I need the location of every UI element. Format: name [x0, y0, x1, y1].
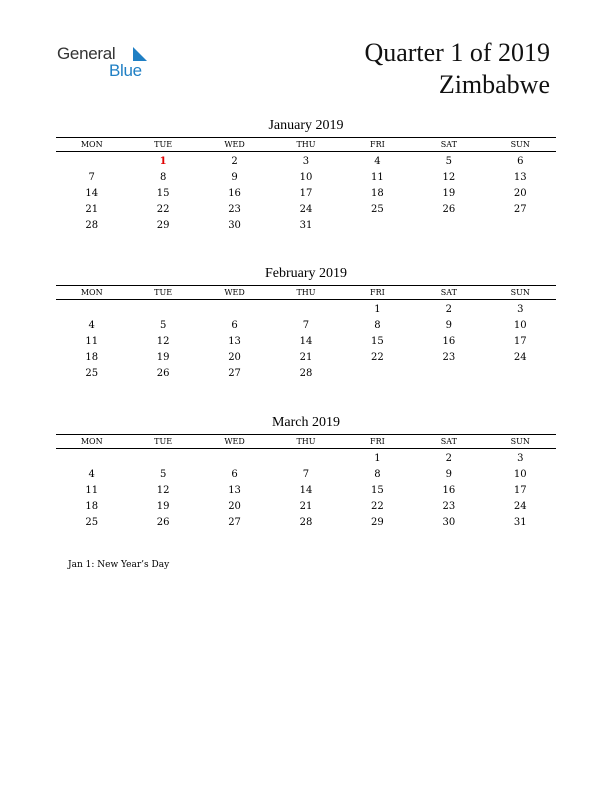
- day-cell: 23: [228, 204, 241, 215]
- month-title: March 2019: [271, 415, 341, 430]
- day-cell: 12: [442, 172, 456, 183]
- week-row: [56, 483, 556, 499]
- week-row: [56, 218, 556, 234]
- day-cell: [485, 218, 556, 234]
- weekday-label: MON: [80, 437, 103, 446]
- day-cell: 30: [228, 220, 241, 231]
- day-cell: 29: [156, 220, 170, 231]
- day-cell: 23: [442, 352, 456, 363]
- day-cell: 3: [517, 304, 524, 315]
- day-cell: 22: [371, 501, 384, 512]
- day-cell: 16: [228, 188, 241, 199]
- day-cell: 6: [231, 320, 238, 331]
- weekday-label: SAT: [440, 140, 457, 149]
- day-cell: 12: [156, 485, 170, 496]
- month-calendar-january: [56, 117, 556, 234]
- day-cell: [270, 302, 341, 318]
- day-cell: 13: [513, 172, 527, 183]
- weekday-label: THU: [296, 140, 316, 149]
- day-cell: 19: [442, 188, 456, 199]
- weekday-label: MON: [80, 140, 103, 149]
- weekday-label: TUE: [154, 288, 173, 297]
- logo-text-blue: Blue: [109, 61, 142, 80]
- day-cell: 25: [85, 517, 99, 528]
- month-title: February 2019: [264, 266, 348, 281]
- logo-text-general: General: [57, 44, 116, 63]
- day-cell: 24: [299, 204, 313, 215]
- day-cell: 4: [374, 156, 381, 167]
- week-row: [56, 302, 556, 318]
- generalblue-logo: [57, 44, 157, 84]
- day-cell: 18: [85, 352, 99, 363]
- weekday-label: MON: [80, 288, 103, 297]
- week-row: [56, 499, 556, 515]
- weekday-label: SAT: [440, 437, 457, 446]
- week-row: [56, 318, 556, 334]
- day-cell: [127, 302, 198, 318]
- day-cell: 1: [374, 453, 381, 464]
- day-cell: 10: [513, 320, 527, 331]
- day-cell: 5: [159, 320, 167, 331]
- day-cell: [485, 366, 556, 382]
- day-cell: [199, 302, 270, 318]
- day-cell: 31: [513, 517, 527, 528]
- weekday-header-row: [56, 285, 556, 300]
- weekday-label: TUE: [154, 437, 173, 446]
- day-cell: 9: [445, 469, 453, 480]
- month-calendar-march: [56, 414, 556, 531]
- day-cell: 11: [85, 485, 99, 496]
- weekday-label: FRI: [370, 437, 385, 446]
- week-row: [56, 515, 556, 531]
- day-cell: 4: [88, 320, 95, 331]
- day-cell: 22: [371, 352, 384, 363]
- day-cell: 15: [371, 336, 384, 347]
- day-cell: [413, 366, 484, 382]
- weekday-label: SUN: [510, 288, 530, 297]
- day-cell: 19: [156, 352, 170, 363]
- week-row: [56, 334, 556, 350]
- quarter-title: Quarter 1 of 2019: [364, 38, 550, 67]
- day-cell: 28: [85, 220, 99, 231]
- day-cell: 18: [85, 501, 99, 512]
- day-cell: 18: [371, 188, 384, 199]
- day-cell: 12: [156, 336, 170, 347]
- day-cell: 20: [513, 188, 527, 199]
- day-cell: 17: [513, 485, 527, 496]
- day-cell: 2: [231, 156, 238, 167]
- week-row: [56, 451, 556, 467]
- day-cell: 20: [228, 501, 241, 512]
- day-cell: 11: [85, 336, 99, 347]
- day-cell: 3: [517, 453, 524, 464]
- day-cell: 7: [302, 469, 310, 480]
- day-cell: 26: [156, 368, 170, 379]
- holiday-day-cell: 1: [159, 156, 167, 167]
- day-cell: 17: [299, 188, 313, 199]
- holiday-note: Jan 1: New Year’s Day: [68, 560, 170, 570]
- day-cell: 21: [85, 204, 99, 215]
- day-cell: [56, 451, 127, 467]
- weekday-label: WED: [224, 140, 245, 149]
- day-cell: 27: [513, 204, 527, 215]
- day-cell: 14: [299, 336, 313, 347]
- day-cell: 30: [442, 517, 456, 528]
- day-cell: 27: [228, 517, 241, 528]
- day-cell: 23: [442, 501, 456, 512]
- weekday-header-row: [56, 137, 556, 152]
- day-cell: 11: [371, 172, 384, 183]
- weekday-label: THU: [296, 437, 316, 446]
- day-cell: 14: [85, 188, 99, 199]
- day-cell: 7: [302, 320, 310, 331]
- day-cell: 16: [442, 485, 456, 496]
- weekday-label: WED: [224, 288, 245, 297]
- day-cell: [413, 218, 484, 234]
- week-row: [56, 170, 556, 186]
- day-cell: 27: [228, 368, 241, 379]
- day-cell: 25: [85, 368, 99, 379]
- weekday-label: SUN: [510, 140, 530, 149]
- day-cell: [342, 218, 413, 234]
- weekday-label: SUN: [510, 437, 530, 446]
- day-cell: 15: [156, 188, 170, 199]
- day-cell: 3: [302, 156, 310, 167]
- country-title: Zimbabwe: [438, 70, 550, 99]
- day-cell: 10: [513, 469, 527, 480]
- day-cell: 8: [374, 469, 381, 480]
- week-row: [56, 366, 556, 382]
- day-cell: 5: [159, 469, 167, 480]
- day-cell: 2: [445, 453, 453, 464]
- weekday-label: TUE: [154, 140, 173, 149]
- month-calendar-february: [56, 265, 556, 382]
- month-title: January 2019: [268, 118, 344, 133]
- page-title: [364, 37, 550, 101]
- day-cell: 6: [231, 469, 238, 480]
- day-cell: 16: [442, 336, 456, 347]
- day-cell: 9: [231, 172, 238, 183]
- day-cell: 21: [299, 501, 313, 512]
- day-cell: [199, 451, 270, 467]
- day-cell: 8: [159, 172, 167, 183]
- weekday-header-row: [56, 434, 556, 449]
- day-cell: 19: [156, 501, 170, 512]
- weekday-label: FRI: [370, 288, 385, 297]
- day-cell: 20: [228, 352, 241, 363]
- day-cell: 25: [371, 204, 384, 215]
- day-cell: 4: [88, 469, 95, 480]
- holiday-notes: [68, 560, 169, 570]
- day-cell: 14: [299, 485, 313, 496]
- day-cell: 15: [371, 485, 384, 496]
- day-cell: 9: [445, 320, 453, 331]
- day-cell: 31: [299, 220, 313, 231]
- day-cell: 26: [442, 204, 456, 215]
- week-row: [56, 186, 556, 202]
- day-cell: 10: [299, 172, 313, 183]
- day-cell: 7: [88, 172, 95, 183]
- week-row: [56, 154, 556, 170]
- day-cell: 8: [374, 320, 381, 331]
- day-cell: [127, 451, 198, 467]
- day-cell: 6: [517, 156, 524, 167]
- week-row: [56, 350, 556, 366]
- weekday-label: SAT: [440, 288, 457, 297]
- day-cell: [56, 302, 127, 318]
- day-cell: 17: [513, 336, 527, 347]
- day-cell: 13: [228, 336, 241, 347]
- weekday-label: FRI: [370, 140, 385, 149]
- weekday-label: THU: [296, 288, 316, 297]
- day-cell: 26: [156, 517, 170, 528]
- week-row: [56, 467, 556, 483]
- day-cell: 2: [445, 304, 453, 315]
- day-cell: [56, 154, 127, 170]
- day-cell: 21: [299, 352, 313, 363]
- day-cell: 29: [371, 517, 384, 528]
- day-cell: 22: [156, 204, 170, 215]
- day-cell: 24: [513, 501, 527, 512]
- weekday-label: WED: [224, 437, 245, 446]
- day-cell: 1: [374, 304, 381, 315]
- day-cell: [342, 366, 413, 382]
- day-cell: 13: [228, 485, 241, 496]
- day-cell: 28: [299, 368, 313, 379]
- day-cell: 5: [445, 156, 453, 167]
- day-cell: [270, 451, 341, 467]
- day-cell: 24: [513, 352, 527, 363]
- day-cell: 28: [299, 517, 313, 528]
- week-row: [56, 202, 556, 218]
